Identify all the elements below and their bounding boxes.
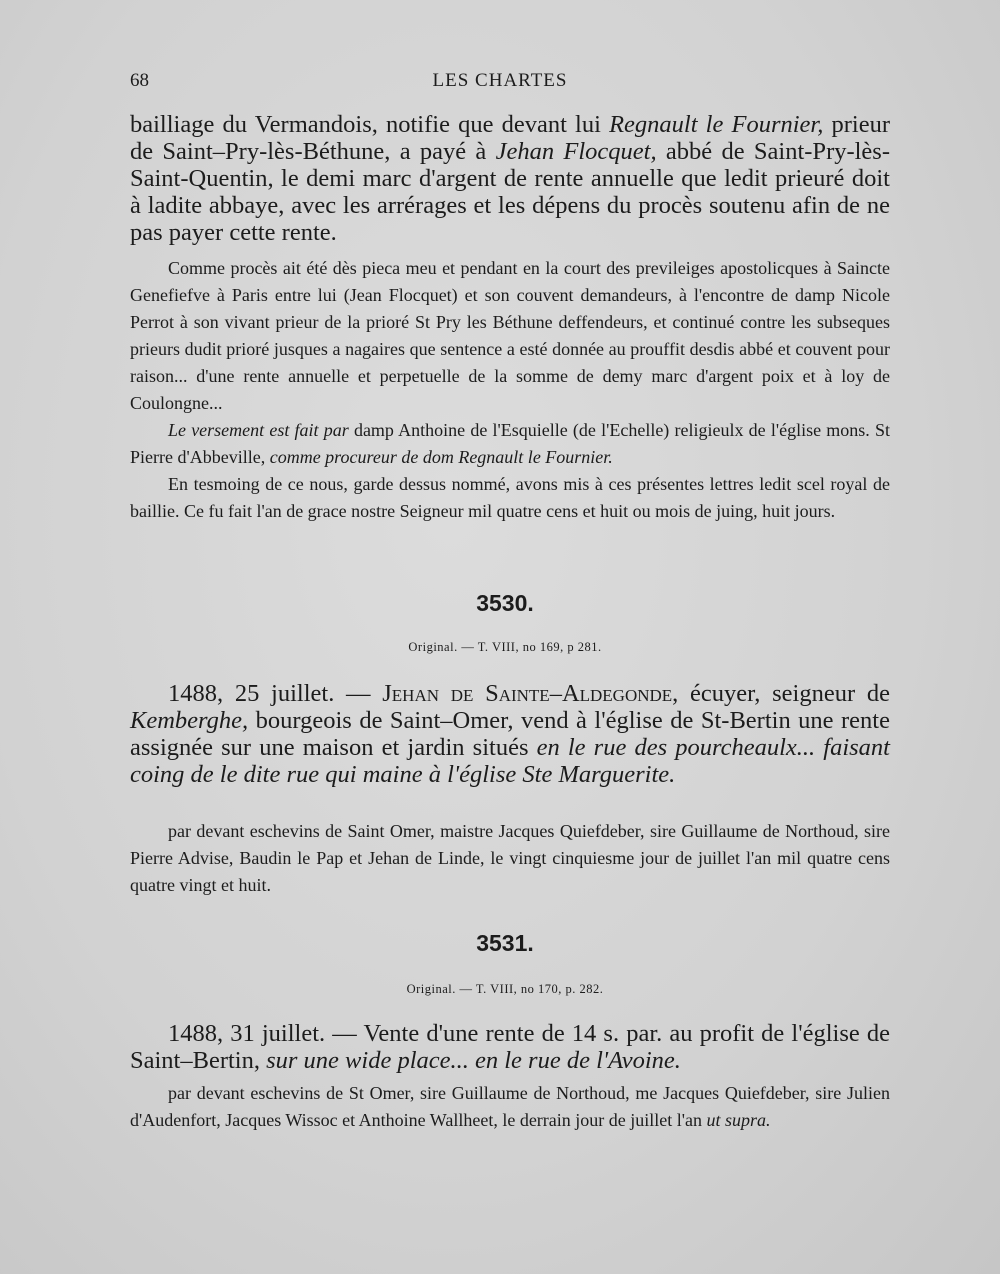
charter-source-3530: Original. — T. VIII, no 169, p 281. xyxy=(408,640,602,654)
quote-paragraph-1: Comme procès ait été dès pieca meu et pendant en la court des previleiges apostolicques à Saincte Genefiefve à Paris entre lui (Jean Flocquet) et son couvent demandeurs, à l'encontre de damp Nicole Perrot à son vivant prieur de la prioré St Pry les Béthune deffendeurs, et continué contre les subseques prieurs dudit prioré jusques a nagaires que sentence a esté donnée au prouffit desdis abbé et couvent pour raison... d'une rente annuelle et perpetuelle de la somme de demy marc d'argent poix et à loy de Coulongne... xyxy=(130,258,890,413)
charter-source-3531: Original. — T. VIII, no 170, p. 282. xyxy=(406,982,604,996)
page-number: 68 xyxy=(130,70,149,91)
charter-3531-summary: 1488, 31 juillet. — Vente d'une rente de 14 s. par. au profit de l'église de Saint–Bertin, sur une wide place... en le rue de l'Avoine. xyxy=(130,1020,890,1074)
previous-charter-quote xyxy=(130,255,890,525)
charter-3530-summary: 1488, 25 juillet. — Jehan de Sainte–Aldegonde, écuyer, seigneur de Kemberghe, bourgeois de Saint–Omer, vend à l'église de St-Bertin une rente assignée sur une maison et jardin situés en le rue des pourcheaulx... faisant coing de le dite rue qui maine à l'église Ste Marguerite. xyxy=(130,680,890,788)
quote-paragraph-3: En tesmoing de ce nous, garde dessus nommé, avons mis à ces présentes lettres ledit scel royal de baillie. Ce fu fait l'an de grace nostre Seigneur mil quatre cens et huit ou mois de juing, huit jours. xyxy=(130,474,890,521)
charter-number-3530: 3530. xyxy=(476,590,534,616)
running-title: LES CHARTES xyxy=(432,70,568,91)
quote-paragraph-2: Le versement est fait par damp Anthoine de l'Esquielle (de l'Echelle) religieulx de l'église mons. St Pierre d'Abbeville, comme procureur de dom Regnault le Fournier. xyxy=(130,420,890,467)
charter-number-3531: 3531. xyxy=(476,930,534,956)
page-header xyxy=(0,70,1000,100)
charter-3531-quote: par devant eschevins de St Omer, sire Guillaume de Northoud, me Jacques Quiefdeber, sire Julien d'Audenfort, Jacques Wissoc et Anthoine Wallheet, le derrain jour de juillet l'an ut supra. xyxy=(130,1083,890,1130)
previous-charter-summary: bailliage du Vermandois, notifie que devant lui Regnault le Fournier, prieur de Saint–Pry-lès-Béthune, a payé à Jehan Flocquet, abbé de Saint-Pry-lès-Saint-Quentin, le demi marc d'argent de rente annuelle que ledit prieuré doit à ladite abbaye, avec les arrérages et les dépens du procès soutenu afin de ne pas payer cette rente. xyxy=(130,111,891,246)
charter-3530-quote: par devant eschevins de Saint Omer, maistre Jacques Quiefdeber, sire Guillaume de Northoud, sire Pierre Advise, Baudin le Pap et Jehan de Linde, le vingt cinquiesme jour de juillet l'an mil quatre cens quatre vingt et huit. xyxy=(130,821,890,895)
